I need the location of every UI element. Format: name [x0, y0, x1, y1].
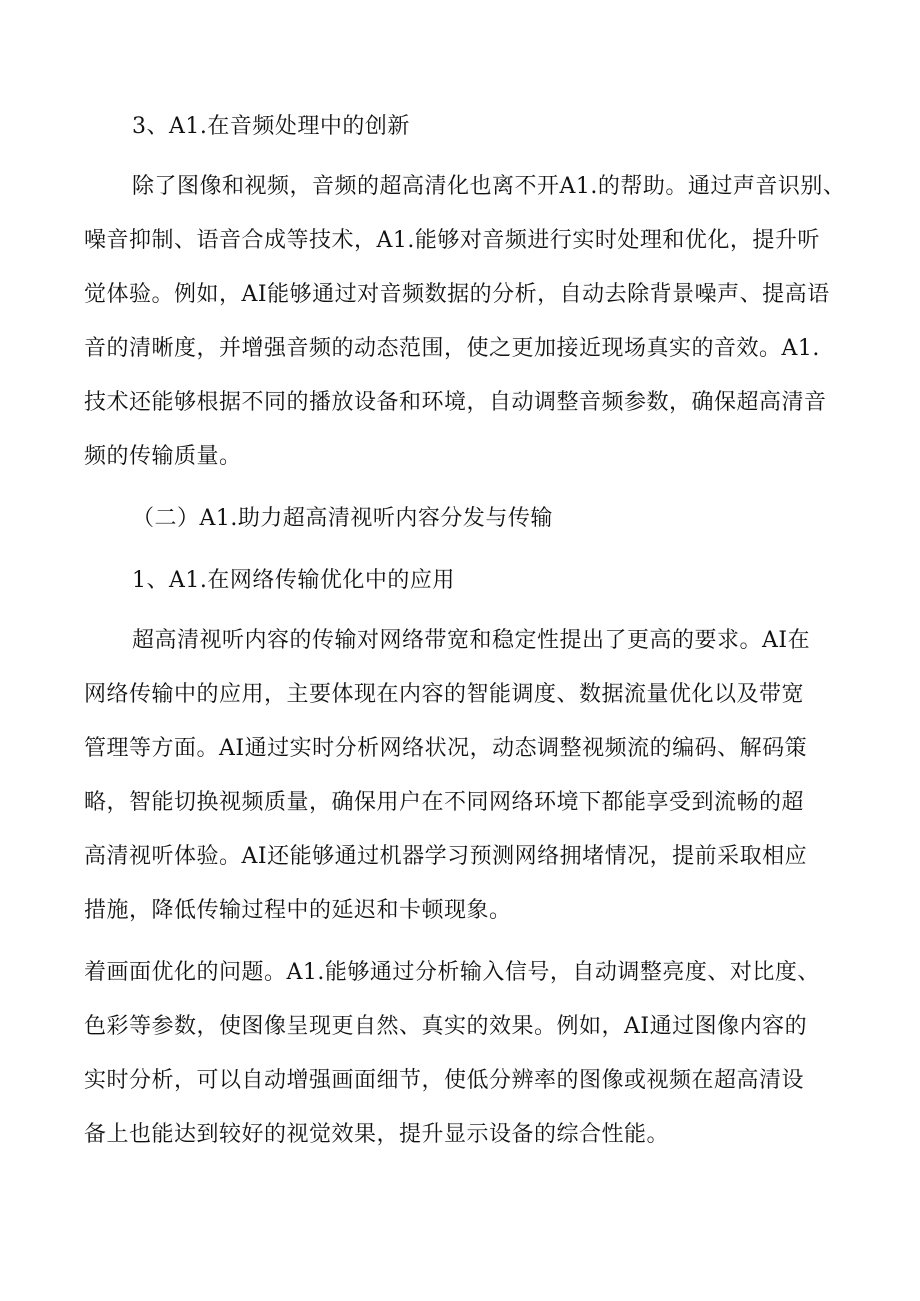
part-heading-distribution: （二）A1.助力超高清视听内容分发与传输	[132, 506, 553, 531]
paragraph-line: 除了图像和视频，音频的超高清化也离不开A1.的帮助。通过声音识别、	[132, 174, 846, 199]
paragraph-line: 略，智能切换视频质量，确保用户在不同网络环境下都能享受到流畅的超	[84, 790, 805, 815]
paragraph-line: 觉体验。例如，AI能够通过对音频数据的分析，自动去除背景噪声、提高语	[84, 282, 830, 307]
paragraph-line: 超高清视听内容的传输对网络带宽和稳定性提出了更高的要求。AI在	[132, 628, 811, 653]
paragraph-line: 着画面优化的问题。A1.能够通过分析输入信号，自动调整亮度、对比度、	[84, 960, 820, 985]
section-heading-network: 1、A1.在网络传输优化中的应用	[132, 568, 455, 593]
paragraph-line: 频的传输质量。	[84, 444, 242, 469]
paragraph-line: 噪音抑制、语音合成等技术，A1.能够对音频进行实时处理和优化，提升听	[84, 228, 820, 253]
paragraph-line: 备上也能达到较好的视觉效果，提升显示设备的综合性能。	[84, 1122, 670, 1147]
section-heading-audio: 3、A1.在音频处理中的创新	[132, 114, 410, 139]
paragraph-line: 实时分析，可以自动增强画面细节，使低分辨率的图像或视频在超高清设	[84, 1068, 805, 1093]
paragraph-line: 音的清晰度，并增强音频的动态范围，使之更加接近现场真实的音效。A1.	[84, 336, 820, 361]
paragraph-line: 管理等方面。AI通过实时分析网络状况，动态调整视频流的编码、解码策	[84, 736, 808, 761]
paragraph-line: 措施，降低传输过程中的延迟和卡顿现象。	[84, 898, 512, 923]
paragraph-line: 高清视听体验。AI还能够通过机器学习预测网络拥堵情况，提前采取相应	[84, 844, 808, 869]
paragraph-line: 网络传输中的应用，主要体现在内容的智能调度、数据流量优化以及带宽	[84, 682, 805, 707]
paragraph-line: 色彩等参数，使图像呈现更自然、真实的效果。例如，AI通过图像内容的	[84, 1014, 808, 1039]
paragraph-line: 技术还能够根据不同的播放设备和环境，自动调整音频参数，确保超高清音	[84, 390, 827, 415]
